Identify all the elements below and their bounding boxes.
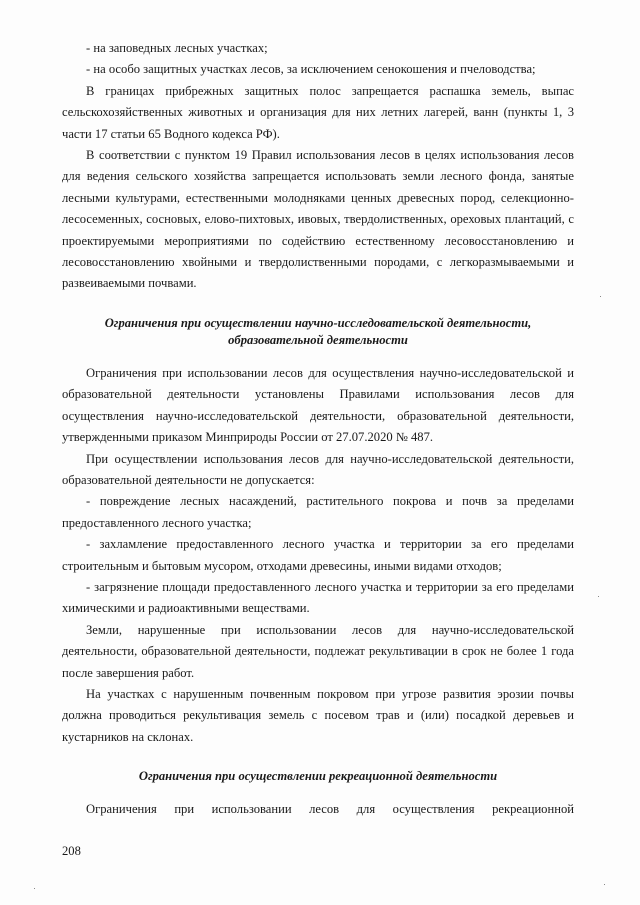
page-number: 208: [62, 844, 81, 858]
list-item-littering: - захламление предоставленного лесного участка и территории за его пределами строительным и бытовым мусором, отходами древесины, иными видами отходов;: [62, 537, 574, 573]
list-item-damage: - повреждение лесных насаждений, растительного покрова и почв за пределами предоставленного лесного участка;: [62, 494, 574, 530]
paragraph-recreation-start: Ограничения при использовании лесов для осуществления рекреационной: [86, 802, 574, 817]
paragraph-recultivation: Земли, нарушенные при использовании лесов для научно-исследовательской деятельности, образовательной деятельности, подлежат рекультивации в срок не более 1 года после завершения работ.: [62, 622, 574, 680]
spacer: [62, 748, 574, 768]
paragraph-research-rules: Ограничения при использовании лесов для осуществления научно-исследовательской и образовательной деятельности установлены Правилами использования лесов для осуществления научно-исследовательской деятельности, образовательной деятельности, утвержденными приказом Минприроды России от 27.07.2020 № 487.: [62, 365, 574, 445]
scan-speck: [604, 884, 605, 885]
paragraph-not-allowed: При осуществлении использования лесов для научно-исследовательской деятельности, образовательной деятельности не допускается:: [62, 451, 574, 487]
section-heading-research-line-1: Ограничения при осуществлении научно-исследовательской деятельности,: [104, 315, 532, 330]
list-item-reserved-plots: - на заповедных лесных участках;: [86, 41, 268, 55]
section-heading-research-line-2: образовательной деятельности: [228, 332, 408, 347]
spacer: [62, 349, 574, 363]
list-item-protective-plots: - на особо защитных участках лесов, за исключением сенокошения и пчеловодства;: [86, 62, 536, 77]
section-heading-recreation: Ограничения при осуществлении рекреационной деятельности: [138, 769, 498, 784]
spacer: [62, 785, 574, 799]
scan-speck: [600, 296, 601, 297]
paragraph-coastal-strips: В границах прибрежных защитных полос запрещается распашка земель, выпас сельскохозяйственных животных и организация для них летних лагерей, ванн (пункты 1, 3 части 17 статьи 65 Водного кодекса РФ).: [62, 83, 574, 141]
list-item-pollution: - загрязнение площади предоставленного лесного участка и территории за его пределами химическими и радиоактивными веществами.: [62, 579, 574, 616]
scan-speck: [34, 888, 35, 889]
spacer: [62, 295, 574, 315]
scan-speck: [598, 596, 599, 597]
paragraph-erosion: На участках с нарушенным почвенным покровом при угрозе развития эрозии почвы должна проводиться рекультивация земель с посевом трав и (или) посадкой деревьев и кустарников на склонах.: [62, 686, 574, 744]
paragraph-agriculture-rules: В соответствии с пунктом 19 Правил использования лесов в целях использования лесов для ведения сельского хозяйства запрещается использовать земли лесного фонда, занятые лесными культурами, естественными молодняками ценных древесных пород, селекционно-лесосеменных, сосновых, елово-пихтовых, ивовых, твердолиственных, ореховых плантаций, с проектируемыми мероприятиями по содействию естественному лесовосстановлению и лесовосстановлению хвойными и твердолиственными породами, с легкоразмываемыми и развеиваемыми почвами.: [62, 148, 574, 291]
